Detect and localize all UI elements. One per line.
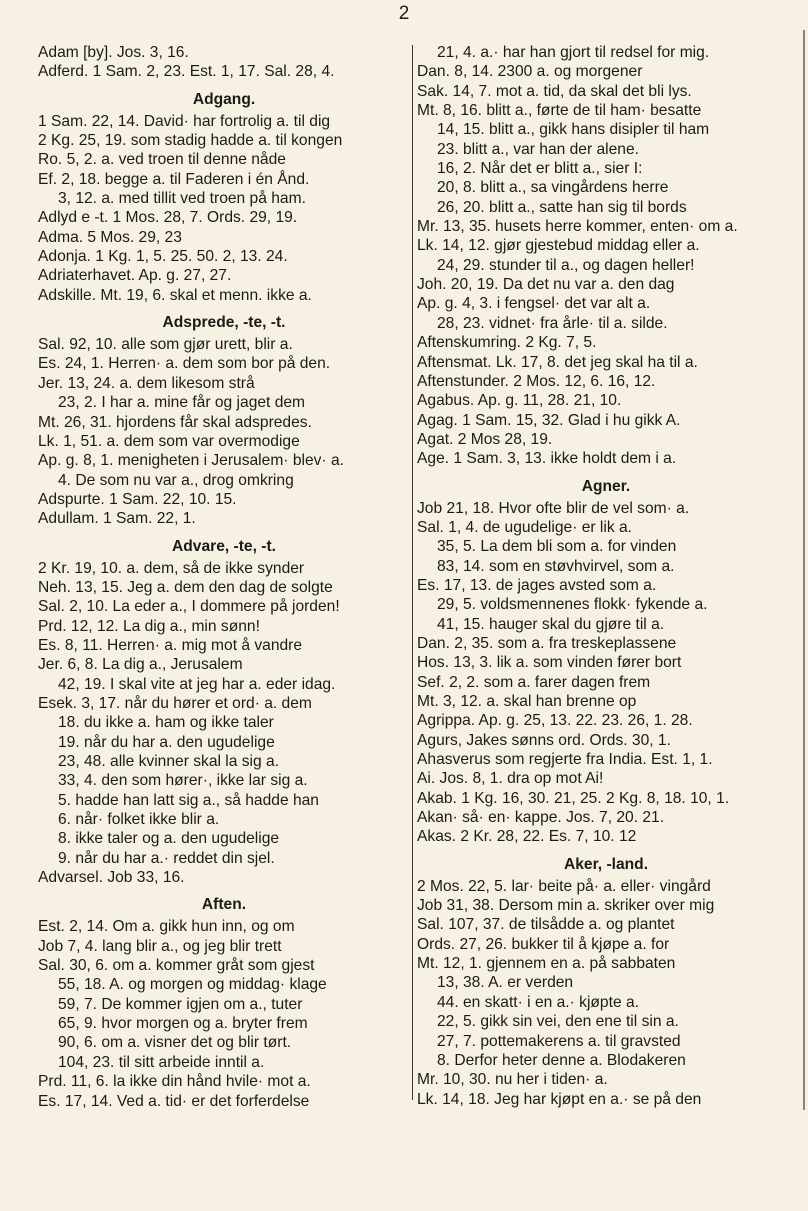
concordance-entry: 19. når du har a. den ugudelige [58,733,275,751]
concordance-entry: 90, 6. om a. visner det og blir tørt. [58,1034,292,1052]
concordance-entry: Age. 1 Sam. 3, 13. ikke holdt dem i a. [417,450,677,468]
concordance-entry: Agrippa. Ap. g. 25, 13. 22. 23. 26, 1. 28. [417,712,693,730]
concordance-entry: Adspurte. 1 Sam. 22, 10. 15. [38,490,237,508]
concordance-entry: 18. du ikke a. ham og ikke taler [58,714,274,732]
concordance-entry: 29, 5. voldsmennenes flokk· fykende a. [437,596,708,614]
concordance-entry: Ap. g. 4, 3. i fengsel· det var alt a. [417,295,651,313]
concordance-entry: Agag. 1 Sam. 15, 32. Glad i hu gikk A. [417,411,681,429]
concordance-entry: Hos. 13, 3. lik a. som vinden fører bort [417,654,682,672]
concordance-entry: Aftenskumring. 2 Kg. 7, 5. [417,334,597,352]
concordance-entry: 27, 7. pottemakerens a. til gravsted [437,1032,681,1050]
concordance-entry: Ro. 5, 2. a. ved troen til denne nåde [38,151,286,169]
concordance-entry: 9. når du har a.· reddet din sjel. [58,849,275,867]
concordance-entry: Sak. 14, 7. mot a. tid, da skal det bli lys. [417,82,692,100]
concordance-entry: Neh. 13, 15. Jeg a. dem den dag de solgte [38,578,333,596]
concordance-entry: 8. Derfor heter denne a. Blodakeren [437,1051,686,1069]
concordance-entry: Es. 17, 14. Ved a. tid· er det forferdelse [38,1092,310,1110]
concordance-entry: Ords. 27, 26. bukker til å kjøpe a. for [417,935,670,953]
concordance-entry: Adlyd e -t. 1 Mos. 28, 7. Ords. 29, 19. [38,209,298,227]
concordance-entry: 23. blitt a., var han der alene. [437,140,639,158]
concordance-entry: 23, 48. alle kvinner skal la sig a. [58,753,280,770]
concordance-entry: Adskille. Mt. 19, 6. skal et menn. ikke a. [38,286,312,304]
concordance-entry: Lk. 14, 18. Jeg har kjøpt en a.· se på den [417,1090,702,1108]
concordance-entry: 1 Sam. 22, 14. David· har fortrolig a. til dig [38,112,331,130]
concordance-entry: Aftenstunder. 2 Mos. 12, 6. 16, 12. [417,372,656,390]
concordance-entry: Adriaterhavet. Ap. g. 27, 27. [38,267,232,285]
concordance-entry: Akab. 1 Kg. 16, 30. 21, 25. 2 Kg. 8, 18. 10, 1. [417,789,730,807]
concordance-entry: Mt. 26, 31. hjordens får skal adspredes. [38,413,312,431]
section-heading: Adgang. [192,90,256,108]
concordance-entry: 83, 14. som en støvhvirvel, som a. [437,557,675,575]
concordance-entry: 14, 15. blitt a., gikk hans disipler til ham [437,121,710,139]
concordance-entry: Adferd. 1 Sam. 2, 23. Est. 1, 17. Sal. 28, 4. [38,63,335,81]
section-heading: Aker, -land. [563,855,649,873]
concordance-entry: Sal. 2, 10. La eder a., I dommere på jorden! [38,598,340,616]
column-divider [412,45,413,1100]
concordance-entry: Agat. 2 Mos 28, 19. [417,430,553,448]
concordance-entry: Est. 2, 14. Om a. gikk hun inn, og om [38,918,295,936]
section-heading: Adsprede, -te, -t. [162,314,286,332]
concordance-entry: 16, 2. Når det er blitt a., sier I: [437,160,643,178]
concordance-entry: 22, 5. gikk sin vei, den ene til sin a. [437,1013,679,1031]
concordance-entry: 24, 29. stunder til a., og dagen heller! [437,256,695,274]
concordance-entry: Sal. 107, 37. de tilsådde a. og plantet [417,916,675,934]
concordance-entry: 26, 20. blitt a., satte han sig til bords [437,198,687,216]
concordance-entry: Aftensmat. Lk. 17, 8. det jeg skal ha til a. [417,353,698,371]
concordance-entry: 41, 15. hauger skal du gjøre til a. [437,615,665,633]
concordance-entry: 65, 9. hvor morgen og a. bryter frem [58,1015,308,1033]
concordance-entry: 2 Kr. 19, 10. a. dem, så de ikke synder [38,559,305,577]
concordance-entry: 8. ikke taler og a. den ugudelige [58,830,280,848]
concordance-entry: 59, 7. De kommer igjen om a., tuter [58,995,303,1013]
concordance-entry: Mt. 3, 12. a. skal han brenne op [417,693,637,710]
concordance-entry: Ai. Jos. 8, 1. dra op mot Ai! [417,770,604,788]
concordance-entry: 3, 12. a. med tillit ved troen på ham. [58,190,306,208]
concordance-entry: Adullam. 1 Sam. 22, 1. [38,510,196,528]
concordance-entry: Mr. 10, 30. nu her i tiden· a. [417,1071,608,1089]
concordance-entry: 13, 38. A. er verden [437,974,574,992]
right-column [417,43,795,1109]
concordance-entry: 2 Kg. 25, 19. som stadig hadde a. til kongen [38,132,343,150]
concordance-entry: 4. De som nu var a., drog omkring [58,471,294,489]
concordance-entry: Jer. 6, 8. La dig a., Jerusalem [38,656,243,674]
concordance-entry: Job 7, 4. lang blir a., og jeg blir trett [38,937,282,955]
concordance-entry: Mr. 13, 35. husets herre kommer, enten· om a. [417,218,738,236]
concordance-entry: Sef. 2, 2. som a. farer dagen frem [417,673,651,691]
concordance-entry: Sal. 1, 4. de ugudelige· er lik a. [417,518,632,536]
concordance-entry: Adam [by]. Jos. 3, 16. [38,44,189,61]
concordance-entry: 42, 19. I skal vite at jeg har a. eder idag. [58,675,336,693]
concordance-entry: Mt. 12, 1. gjennem en a. på sabbaten [417,955,676,973]
concordance-entry: 23, 2. I har a. mine får og jaget dem [58,394,306,412]
concordance-entry: Akan· så· en· kappe. Jos. 7, 20. 21. [417,809,665,827]
concordance-entry: 2 Mos. 22, 5. lar· beite på· a. eller· vingård [417,877,711,895]
concordance-entry: Esek. 3, 17. når du hører et ord· a. dem [38,694,312,712]
concordance-entry: Es. 8, 11. Herren· a. mig mot å vandre [38,636,303,654]
section-heading: Agner. [581,477,631,495]
concordance-entry: 33, 4. den som hører·, ikke lar sig a. [58,772,308,790]
section-heading: Aften. [201,896,247,914]
concordance-entry: Joh. 20, 19. Da det nu var a. den dag [417,276,675,294]
concordance-entry: Lk. 14, 12. gjør gjestebud middag eller a. [417,237,700,255]
concordance-entry: Adma. 5 Mos. 29, 23 [38,228,182,246]
concordance-entry: 6. når· folket ikke blir a. [58,811,220,829]
concordance-entry: Akas. 2 Kr. 28, 22. Es. 7, 10. 12 [417,828,637,846]
concordance-entry: Job 21, 18. Hvor ofte blir de vel som· a. [417,499,690,517]
concordance-entry: Sal. 30, 6. om a. kommer gråt som gjest [38,957,315,975]
concordance-entry: Lk. 1, 51. a. dem som var overmodige [38,432,300,450]
page-number: 2 [398,3,410,24]
concordance-entry: 55, 18. A. og morgen og middag· klage [58,976,327,994]
section-heading: Advare, -te, -t. [172,537,276,555]
concordance-entry: 5. hadde han latt sig a., så hadde han [58,791,319,809]
concordance-entry: Jer. 13, 24. a. dem likesom strå [38,374,255,392]
concordance-entry: 28, 23. vidnet· fra årle· til a. silde. [437,314,668,332]
concordance-entry: Es. 17, 13. de jages avsted som a. [417,576,657,594]
concordance-entry: 104, 23. til sitt arbeide inntil a. [58,1053,265,1071]
page-edge [803,30,805,1110]
concordance-entry: 20, 8. blitt a., sa vingårdens herre [437,179,669,197]
concordance-entry: 44. en skatt· i en a.· kjøpte a. [437,993,639,1011]
concordance-entry: Ef. 2, 18. begge a. til Faderen i én Ånd. [38,170,310,188]
concordance-entry: Agabus. Ap. g. 11, 28. 21, 10. [417,392,622,410]
concordance-entry: Adonja. 1 Kg. 1, 5. 25. 50. 2, 13. 24. [38,248,288,266]
concordance-entry: Prd. 11, 6. la ikke din hånd hvile· mot a. [38,1073,311,1091]
concordance-entry: Agurs, Jakes sønns ord. Ords. 30, 1. [417,731,671,749]
concordance-entry: Dan. 2, 35. som a. fra treskeplassene [417,634,677,652]
concordance-entry: 35, 5. La dem bli som a. for vinden [437,538,677,556]
concordance-entry: Advarsel. Job 33, 16. [38,869,185,887]
concordance-entry: Prd. 12, 12. La dig a., min sønn! [38,617,260,635]
concordance-entry: Es. 24, 1. Herren· a. dem som bor på den. [38,355,331,373]
concordance-entry: Ap. g. 8, 1. menigheten i Jerusalem· blev· a. [38,452,344,470]
concordance-entry: 21, 4. a.· har han gjort til redsel for mig. [437,44,710,61]
concordance-entry: Sal. 92, 10. alle som gjør urett, blir a. [38,336,293,354]
concordance-entry: Job 31, 38. Dersom min a. skriker over mig [417,897,715,915]
concordance-entry: Ahasverus som regjerte fra India. Est. 1, 1. [417,751,713,769]
concordance-entry: Mt. 8, 16. blitt a., førte de til ham· besatte [417,102,702,120]
concordance-entry: Dan. 8, 14. 2300 a. og morgener [417,63,643,81]
left-column [38,43,410,1111]
